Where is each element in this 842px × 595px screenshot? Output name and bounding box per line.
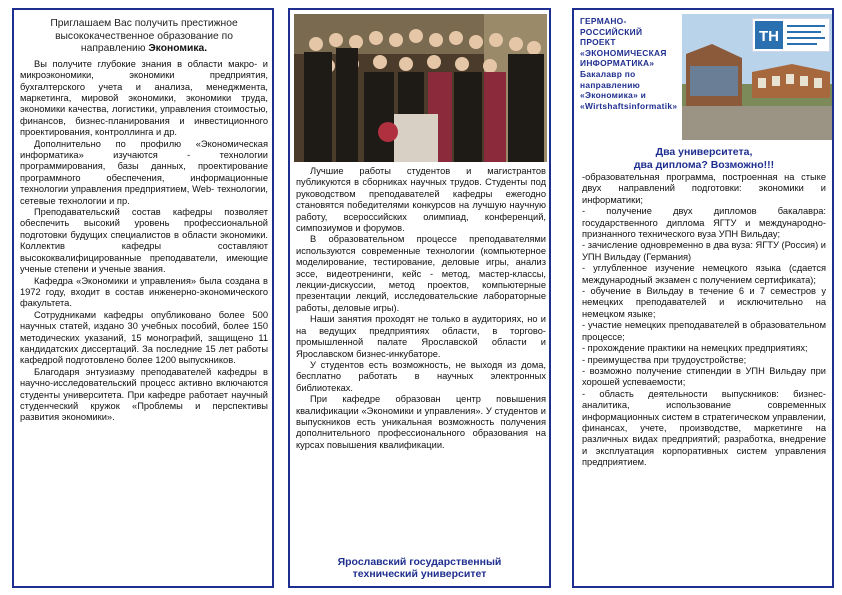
panel-education xyxy=(288,8,551,588)
benefit-item: - зачисление одновременно в два вуза: ЯГТУ (Россия) и УПН Вильдау (Германия) xyxy=(582,240,826,262)
paragraph: Вы получите глубокие знания в области макро- и микроэкономики, экономики предприятия, бухгалтерского учета и анализа, менеджмента, маркетинга, мировой экономики, экономики труда, экономики качества, логистики, управления стоимостью, финансов, бизнес-планирования и инвестиционного проектирования, контроллинга и др. xyxy=(20,58,268,138)
project-line: ГЕРМАНО- xyxy=(580,16,627,26)
paragraph: В образовательном процессе преподавателями используются современные технологии (компьютерное моделирование, тестирование, деловые игры, анализ эссе, видеотренинги, кейс - метод, мастер-классы, лекции-дискуссии, метод проектов, компьютерные презентации лекций, исследовательские лабораторные работы, деловые игры). xyxy=(296,234,546,313)
th-wildau-logo xyxy=(752,18,830,52)
svg-text:TH: TH xyxy=(759,28,779,45)
group-photo xyxy=(294,14,547,162)
heading-line-1: Два университета, xyxy=(655,146,753,158)
campus-photo xyxy=(682,14,832,140)
paragraph: Сотрудниками кафедры опубликовано более 500 научных статей, издано 30 учебных пособий, более 150 методических указаний, 15 монографий, защищено 11 кандидатских диссертаций. За последние 15 лет работы кафедрой подготовлено более 1200 выпускников. xyxy=(20,309,268,366)
intro-heading xyxy=(20,18,268,56)
project-line: РОССИЙСКИЙ xyxy=(580,26,643,37)
benefit-item: - участие немецких преподавателей в образовательном процессе; xyxy=(582,320,826,342)
benefit-item: - углубленное изучение немецкого языка (сдается международный экзамен с получением сертификата); xyxy=(582,263,826,285)
benefit-item: - возможно получение стипендии в УПН Вильдау при хорошей успеваемости; xyxy=(582,365,826,388)
panel-double-degree xyxy=(572,8,834,588)
paragraph: Дополнительно по профилю «Экономическая информатика» изучаются - технологии программирования, базы данных, проектирование программного обеспечения, информационные технологии управления предприятием, Web- технологии, сетевые технологии и пр. xyxy=(20,138,268,206)
benefit-item: - область деятельности выпускников: бизнес-аналитика, использование современных информационных систем в стратегическом управлении, финансах, учете, производстве, маркетинге на различных видах предприятий; разработка, внедрение и эксплуатация корпоративных систем управления предприятием. xyxy=(582,388,826,468)
intro-line-2: высококачественное образование по xyxy=(55,30,233,42)
paragraph: Кафедра «Экономики и управления» была создана в 1972 году, входит в состав инженерно-экономического факультета. xyxy=(20,275,268,309)
university-name-line-2: технический университет xyxy=(352,568,487,580)
paragraph: У студентов есть возможность, не выходя из дома, бесплатно работать в научных электронных библиотеках. xyxy=(296,359,546,393)
intro-line-1: Приглашаем Вас получить престижное xyxy=(50,18,238,29)
benefit-item: -образовательная программа, построенная на стыке двух направлений подготовки: экономики и информатики; xyxy=(582,172,826,205)
paragraph: Лучшие работы студентов и магистрантов публикуются в сборниках научных трудов. Студенты под руководством преподавателей кафедры ежегодно становятся победителями конкурсов на лучшую научную работу, всероссийских олимпиад, конференций, симпозиумов и форумов. xyxy=(296,166,546,234)
heading-line-2: два диплома? Возможно!!! xyxy=(633,159,775,171)
project-line: ПРОЕКТ xyxy=(580,37,616,48)
panel-economics xyxy=(12,8,274,588)
project-line: направлению xyxy=(580,79,641,90)
benefit-item: - обучение в Вильдау в течение 6 и 7 семестров у немецких преподавателей и исключительно на немецком языке; xyxy=(582,286,826,319)
project-line: «Экономика» и xyxy=(580,90,647,101)
project-line: «Wirtshaftsinformatik» xyxy=(580,100,678,111)
paragraph: Благодаря энтузиазму преподавателей кафедры в научно-исследовательский процесс активно включаются студенты университета. При кафедре работает научный студенческий кружок «Проблемы и перспективы развития экономики». xyxy=(20,366,268,423)
project-title xyxy=(580,16,680,111)
project-line: Бакалавр по xyxy=(580,68,636,79)
university-name xyxy=(290,556,549,580)
intro-line-3: направлению xyxy=(80,43,149,55)
benefit-item: - преимущества при трудоустройстве; xyxy=(582,354,747,365)
double-degree-heading xyxy=(582,146,826,172)
university-name-line-1: Ярославский государственный xyxy=(337,556,502,568)
paragraph: При кафедре образован центр повышения квалификации «Экономики и управления». У студентов и выпускников есть уникальная возможность получения дополнительного профессионального образования на курсах повышения квалификации. xyxy=(296,394,546,450)
group-photo-image xyxy=(294,14,547,162)
project-line: «ЭКОНОМИЧЕСКАЯ xyxy=(580,47,667,58)
benefit-item: - прохождение практики на немецких предприятиях; xyxy=(582,343,808,354)
th-wildau-logo-image xyxy=(753,19,829,51)
project-line: ИНФОРМАТИКА» xyxy=(580,58,655,69)
intro-program-name: Экономика. xyxy=(148,43,208,55)
paragraph: Преподавательский состав кафедры позволяет обеспечить высокий уровень профессиональной подготовки будущих специалистов в области экономики. Коллектив кафедры составляют высококвалифицированные преподаватели, имеющие ученые степени и ученые звания. xyxy=(20,207,268,275)
paragraph: Наши занятия проходят не только в аудиториях, но и на ведущих предприятиях области, в торгово-промышленной палате Ярославской области и Ярославском бизнес-инкубаторе. xyxy=(296,314,546,359)
benefit-item: - получение двух дипломов бакалавра: государственного диплома ЯГТУ и международно-признанного технического вуза УПН Вильдау; xyxy=(582,206,826,240)
